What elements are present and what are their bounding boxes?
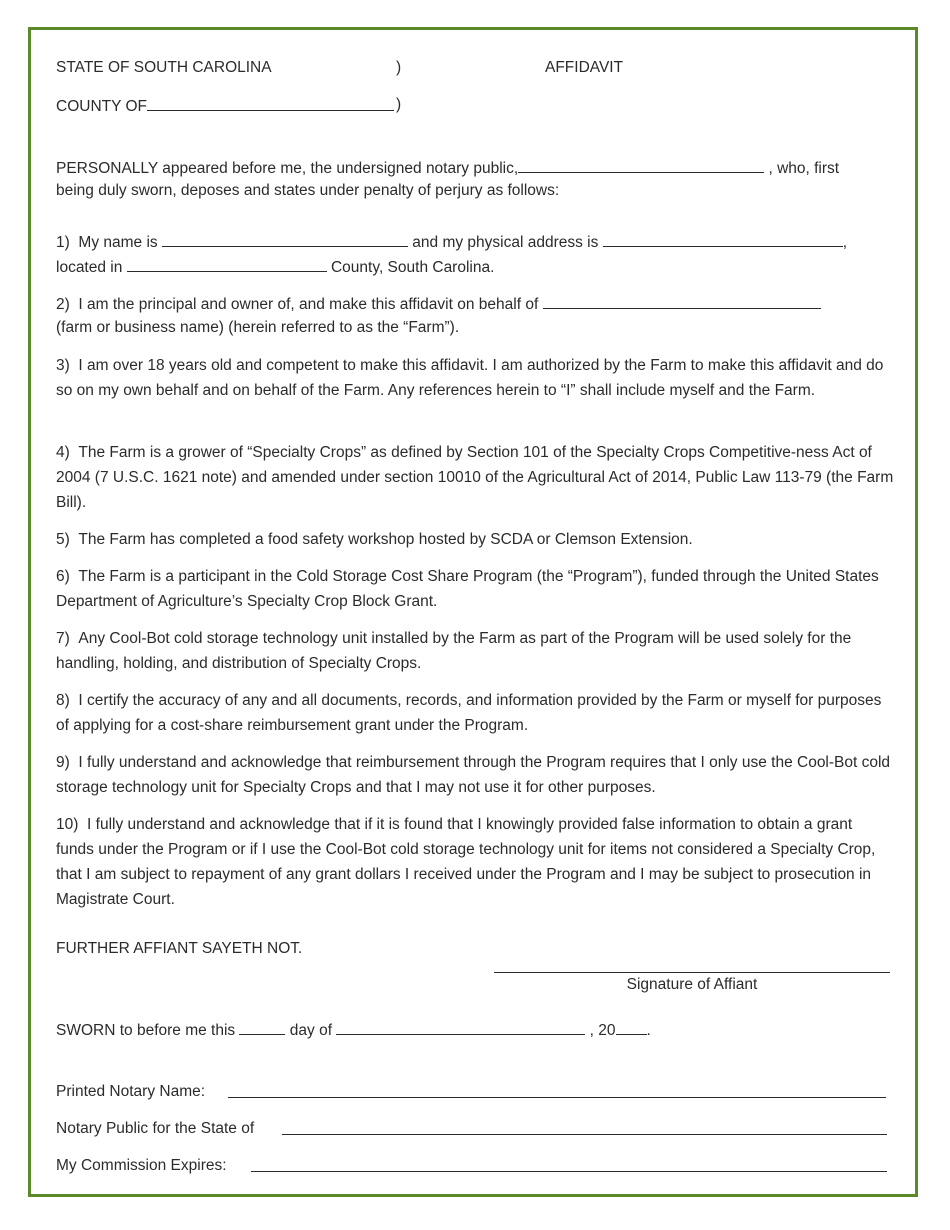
signature-line[interactable]: [494, 972, 890, 973]
intro-line-1: [56, 157, 839, 179]
notary-state-line[interactable]: [282, 1134, 887, 1135]
item-text: I certify the accuracy of any and all documents, records, and information provided by the Farm or myself for purposes of applying for a cost-share reimbursement grant under the Program.: [56, 692, 882, 734]
item-1-text-e: County, South Carolina.: [330, 259, 495, 276]
item-text: Any Cool-Bot cold storage technology unit installed by the Farm as part of the Program will be used solely for the handling, holding, and distribution of Specialty Crops.: [56, 630, 852, 672]
farm-name-blank[interactable]: [543, 293, 821, 309]
item-10: [56, 812, 894, 912]
document-title: AFFIDAVIT: [545, 59, 624, 76]
item-5: [56, 527, 894, 552]
item-number: 8): [56, 692, 70, 709]
item-number: 7): [56, 630, 70, 647]
day-blank[interactable]: [239, 1019, 285, 1035]
item-text: The Farm is a grower of “Specialty Crops” as defined by Section 101 of the Specialty Crops Competitive-ness Act of 2004 (7 U.S.C. 1621 note) and amended under section 10010 of the Agricultural Act of 2014, Public Law 113-79 (the Farm Bill).: [56, 444, 894, 511]
item-number: 10): [56, 816, 79, 833]
intro-text-2: , who, first: [768, 160, 840, 177]
item-number: 9): [56, 754, 70, 771]
intro-text-1: PERSONALLY appeared before me, the undersigned notary public,: [56, 160, 519, 177]
item-number: 5): [56, 531, 70, 548]
item-8: [56, 688, 894, 738]
item-2-line-2: (farm or business name) (herein referred to as the “Farm”).: [56, 319, 460, 336]
further-affiant: FURTHER AFFIANT SAYETH NOT.: [56, 940, 303, 957]
item-3: [56, 353, 894, 403]
county-blank[interactable]: [147, 95, 394, 111]
item-number: 3): [56, 357, 70, 374]
sworn-line: [56, 1019, 651, 1041]
intro-line-2: being duly sworn, deposes and states under penalty of perjury as follows:: [56, 182, 560, 199]
header-paren-1: ): [396, 59, 402, 76]
item-1-text-d: located in: [56, 259, 123, 276]
year-blank[interactable]: [616, 1019, 647, 1035]
item-6: [56, 564, 894, 614]
sworn-text-4: .: [646, 1022, 651, 1039]
commission-expires-label: My Commission Expires:: [56, 1157, 227, 1174]
item-2-line-1: [56, 293, 821, 315]
printed-notary-name-line[interactable]: [228, 1097, 886, 1098]
item-1-line-2: [56, 256, 494, 278]
item-1-line-1: [56, 231, 847, 253]
item-number: 4): [56, 444, 70, 461]
month-blank[interactable]: [336, 1019, 585, 1035]
item-number: 2): [56, 296, 70, 313]
name-blank[interactable]: [162, 231, 408, 247]
item-text: I fully understand and acknowledge that reimbursement through the Program requires that I only use the Cool-Bot cold storage technology unit for Specialty Crops and that I may not use it for other purposes.: [56, 754, 891, 796]
item-text: The Farm has completed a food safety workshop hosted by SCDA or Clemson Extension.: [78, 531, 693, 548]
printed-notary-name-label: Printed Notary Name:: [56, 1083, 206, 1100]
item-4: [56, 440, 894, 515]
item-number: 1): [56, 234, 70, 251]
item-2-text-a: I am the principal and owner of, and make this affidavit on behalf of: [78, 296, 539, 313]
sworn-text-3: , 20: [589, 1022, 616, 1039]
state-line: STATE OF SOUTH CAROLINA: [56, 59, 272, 76]
sworn-text-2: day of: [289, 1022, 333, 1039]
address-blank[interactable]: [603, 231, 843, 247]
notary-state-label: Notary Public for the State of: [56, 1120, 255, 1137]
county-line: [56, 95, 394, 117]
item-1-text-c: ,: [842, 234, 848, 251]
notary-public-blank[interactable]: [518, 157, 764, 173]
county-label: COUNTY OF: [56, 98, 147, 115]
item-text: I am over 18 years old and competent to make this affidavit. I am authorized by the Farm to make this affidavit and do so on my own behalf and on behalf of the Farm. Any references herein to “I” shall include myself and the Farm.: [56, 357, 884, 399]
item-text: I fully understand and acknowledge that if it is found that I knowingly provided false information to obtain a grant funds under the Program or if I use the Cool-Bot cold storage technology unit for items not considered a Specialty Crop, that I am subject to repayment of any grant dollars I received under the Program and I may be subject to prosecution in Magistrate Court.: [56, 816, 876, 908]
item-number: 6): [56, 568, 70, 585]
item-1-text-a: My name is: [78, 234, 158, 251]
county-location-blank[interactable]: [127, 256, 327, 272]
item-7: [56, 626, 894, 676]
header-paren-2: ): [396, 96, 402, 113]
sworn-text-1: SWORN to before me this: [56, 1022, 236, 1039]
item-text: The Farm is a participant in the Cold Storage Cost Share Program (the “Program”), funded through the United States Department of Agriculture’s Specialty Crop Block Grant.: [56, 568, 879, 610]
item-1-text-b: and my physical address is: [412, 234, 599, 251]
commission-expires-line[interactable]: [251, 1171, 887, 1172]
item-9: [56, 750, 894, 800]
signature-label: Signature of Affiant: [626, 976, 758, 993]
